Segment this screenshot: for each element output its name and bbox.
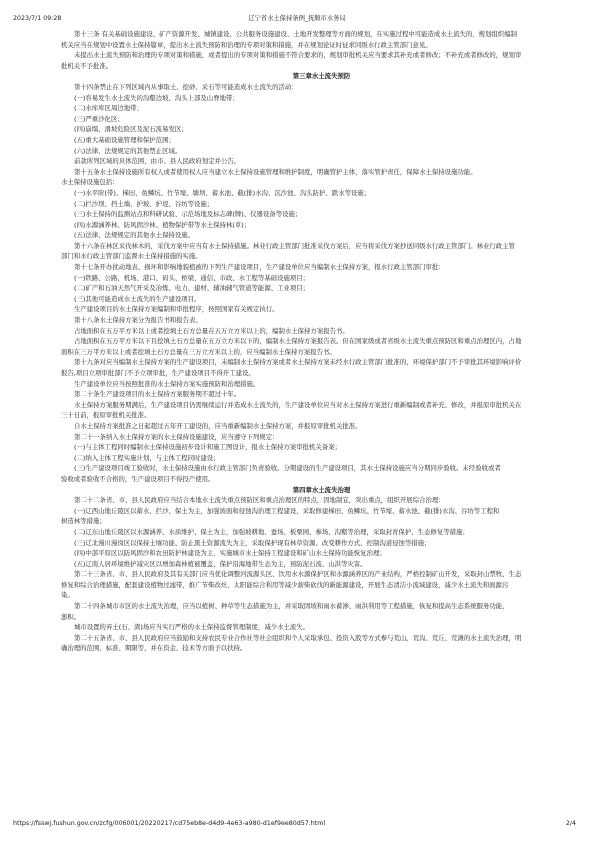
text-line: 占地面积在五万平方米以上或者挖填土石方总量在五万立方米以上的，编制水土保持方案报告书。 <box>74 326 349 335</box>
text-line: 第二十一条纳入水土保持方案的水土保持设施建设，应当遵守下列规定： <box>74 432 279 441</box>
text-line: 占地面积在五万平方米以下且挖填土石方总量在五万立方米以下的，编制水土保持方案报告表。但在国家级或者省级水土流失重点预防区和重点治理区内，占地 <box>74 337 522 346</box>
text-line: 第十七条开办扰动地表、损坏和影响地貌植被的下列生产建设项目，生产建设单位应当编制水土保持方案，报水行政主管部门审批： <box>74 263 445 272</box>
text-line: 生产建设单位应当按照批准的水土保持方案实施预防和治理措施。 <box>74 379 260 388</box>
text-line: 验收或者验收不合格的，生产建设项目不得投产使用。 <box>61 474 215 483</box>
text-line: 第十四条禁止在下列区域内从事取土、挖砂、采石等可能造成水土流失的活动： <box>74 82 298 91</box>
text-line: (六)法律、法规规定的其他禁止区域。 <box>74 146 182 155</box>
text-line: 确治理的范围、标准、期限等，并在资金、技术等方面予以扶持。 <box>61 644 247 653</box>
text-line: 自水土保持方案批准之日起超过五年开工建设的，应当重新编制水土保持方案，并报原审批机关批准。 <box>74 421 362 430</box>
text-line: 前款所列区域的具体范围，由市、县人民政府划定并公告。 <box>74 157 241 166</box>
text-line: (二)矿产和石油天然气开采及冶炼、电力、建材、辅油辅气管道等能源、工业项目； <box>74 284 310 293</box>
chapter-heading: 第四章水土流失治理 <box>292 485 351 494</box>
page-url: https://fsswj.fushun.gov.cn/zcfg/006001/20220217/cd75eb8e-d4d9-4e63-a980-d1ef9ee80d57.html <box>13 820 326 827</box>
browser-print-footer <box>0 817 594 831</box>
text-line: 第十五条水土保持设施所有权人或者使用权人应当建立水土保持设施管理和维护制度，明确管护主体，落实管护责任，保障水土保持设施功能。 <box>74 167 477 176</box>
text-line: 第十三条 有关基础设施建设、矿产资源开发、城镇建设、公共服务设施建设、土地开发整理等方面的规划，在实施过程中可能造成水土流失的，规划组织编制 <box>74 30 517 38</box>
text-line: (一)水平阶(带)、梯田、鱼鳞坑、竹节壕、塘坝、蓄水池、截(排)水沟、沉沙池、沟头防护、跌水等设施； <box>74 188 371 197</box>
text-line: 第二十四条城市市区的水土流失治理，应当以植树、种草等生态措施为主，并采取固坡和雨水蓄渗、雨洪利用等工程措施，恢复和提高生态系统服务功能， <box>74 602 509 611</box>
text-line: (一)容易发生水土流失的沟壑边坡、沟头上部及山脊地带； <box>74 93 239 102</box>
text-line: (一)辽西山地丘陵区以蓄水、拦沙、保土为主，加强坡面和侵蚀沟治理工程建设，采取修建梯田、鱼鳞坑、竹节壕、蓄水池、截(排)水沟、谷坊等工程和 <box>74 506 500 515</box>
text-line: 第二十二条省、市、县人民政府应当结合本地水土流失重点预防区和重点治理区的特点，因地制宜，突出重点，组织开展综合治理： <box>74 496 445 505</box>
page-number: 2/4 <box>565 820 576 827</box>
text-line: (三)严重沙化区； <box>74 114 124 123</box>
text-line: 修复和综合治理措施，配套建设植物过滤带，推广节柴改灶、太阳能综合利用等减少薪柴砍伐的新能源建设，开展生态清洁小流域建设，减少水土流失和面源污 <box>61 580 509 589</box>
text-line: 三十日前，报原审批机关批准。 <box>61 411 151 420</box>
text-line: (二)辽东山地丘陵区以水源涵养、水质维护、保土为主，加强坡耕地、蚕场、板栗园、参场、沟壑等治理，采取封育保护、生态修复等措施； <box>74 527 469 536</box>
print-datetime: 2023/7/1 09:28 <box>13 15 62 22</box>
text-line: (四)水源涵养林、防风固沙林、植物保护带等水土保持林(草)； <box>74 220 251 229</box>
text-line: (三)水土保持的监测站点和科研试验、示范场地及标志碑(牌)、仪器设备等设施； <box>74 210 302 219</box>
text-line: 澎积。 <box>61 612 81 621</box>
text-line: 树造林等措施； <box>61 517 106 526</box>
text-line: (三)其他可能造成水土流失的生产建设项目。 <box>74 294 201 303</box>
text-line: (二)水库库区周边地带； <box>74 104 143 113</box>
text-line: 水土保持方案服务期满后，生产建设项目仍需继续运行并造成水土流失的，生产建设单位应当对水土保持方案进行重新编制或者补充、修改，并报原审批机关在 <box>74 400 522 409</box>
page-title: 辽宁省水土保持条例_抚顺市水务局 <box>248 15 346 22</box>
text-line: 第二十五条省、市、县人民政府应当鼓励和支持农民专业合作社等社会组织和个人采取承包、投资入股等方式参与荒山、荒沟、荒丘、荒滩的水土流失治理，明 <box>74 633 522 642</box>
text-line: (五)重大基础设施管理和保护范围； <box>74 135 175 144</box>
text-line: 部门和水行政主管部门监督水土保持措施的实施。 <box>61 252 202 261</box>
text-line: 第十八条水土保持方案分为报告书和报告表。 <box>74 316 202 325</box>
text-line: 未提出水土流失预防和治理的专项对策和措施，或者提出的专项对策和措施不符合要求的，规划审批机关应当要求其补充或者修改；不补充或者修改的，规划审 <box>74 51 522 60</box>
document-body <box>61 29 582 814</box>
text-line: (五)辽南人居环境维护减灾区以增加森林植被覆盖、保护沿海地带生态为主，预防泥石流、山洪等灾害。 <box>74 559 367 568</box>
chapter-heading: 第三章水土流失预防 <box>292 72 351 81</box>
text-line: 面积在三万平方米以上或者挖填土石方总量在三万立方米以上的，应当编制水土保持方案报告书。 <box>61 347 336 356</box>
text-line: 第二十条生产建设项目的水土保持方案服务期不超过十年。 <box>74 390 241 399</box>
text-line: 生产建设项目的水土保持方案编制和审批程序，按照国家有关规定执行。 <box>74 305 279 314</box>
text-line: 水土保持设施包括： <box>61 178 119 187</box>
text-line: (四)崩塌、滑坡危险区及泥石流易发区； <box>74 125 188 134</box>
text-line: 批机关不予批准。 <box>61 61 113 70</box>
browser-print-header <box>0 12 594 26</box>
text-line: 报告,项目立项审批部门不予立项审批，生产建设项目不得开工建设。 <box>61 369 255 377</box>
text-line: 第二十三条省、市、县人民政府及其有关部门应当优化调整河流源头区、饮用水水源保护区和水源涵养区的产业结构，严格控制矿山开发，采取封山禁牧、生态 <box>74 570 522 579</box>
text-line: (三)生产建设项目竣工验收时，水土保持设施由水行政主管部门负责验收。分期建设的生产建设项目，其水土保持设施应当分期同步验收。未经验收或者 <box>74 464 501 473</box>
text-line: (五)法律、法规规定的其他水土保持设施。 <box>74 231 195 240</box>
text-line: (一)铁路、公路、机场、港口、码头、桥梁、通信、市政、水工程等基础设施项目； <box>74 273 310 282</box>
text-line: (四)中部平原区以防风固沙和农田防护林建设为主，实施城市水土保持工程建设和矿山水土保持功能恢复治理； <box>74 549 386 558</box>
text-line: (三)辽北漫川漫岗区以保持土壤功能、防止黑土资源流失为主，采取保护现有林草资源、改变耕作方式、控制沟道侵蚀等措施； <box>74 538 431 547</box>
text-line: (二)拦沙坝、挡土墙、护坡、护堤、谷坊等设施； <box>74 199 214 208</box>
text-line: (一)与主体工程同时编制水土保持设施初步设计和施工图设计，报水土保持方案审批机关备案； <box>74 443 342 452</box>
text-line: 染。 <box>61 591 74 600</box>
text-line: 机关应当在规划中设置水土保持篇章，提出水土流失预防和治理的专项对策和措施，并在规划论证时征求同级水行政主管部门意见。 <box>61 40 432 49</box>
text-line: 第十九条对应当编制水土保持方案的生产建设项目，未编制水土保持方案或者水土保持方案未经水行政主管部门批准的，环境保护部门不予审批其环境影响评价 <box>74 358 522 367</box>
text-line: 第十六条在林区采伐林木的，采伐方案中应当有水土保持措施。林业行政主管部门批准采伐方案后，应当将采伐方案抄送同级水行政主管部门。林业行政主管 <box>74 241 515 250</box>
text-line: (二)纳入主体工程实施计划，与主体工程同时建设； <box>74 453 220 462</box>
text-line: 城市设置的弃土(石、渣)场应当实行严格的水土保持监督管理制度，减少水土流失。 <box>74 623 310 632</box>
